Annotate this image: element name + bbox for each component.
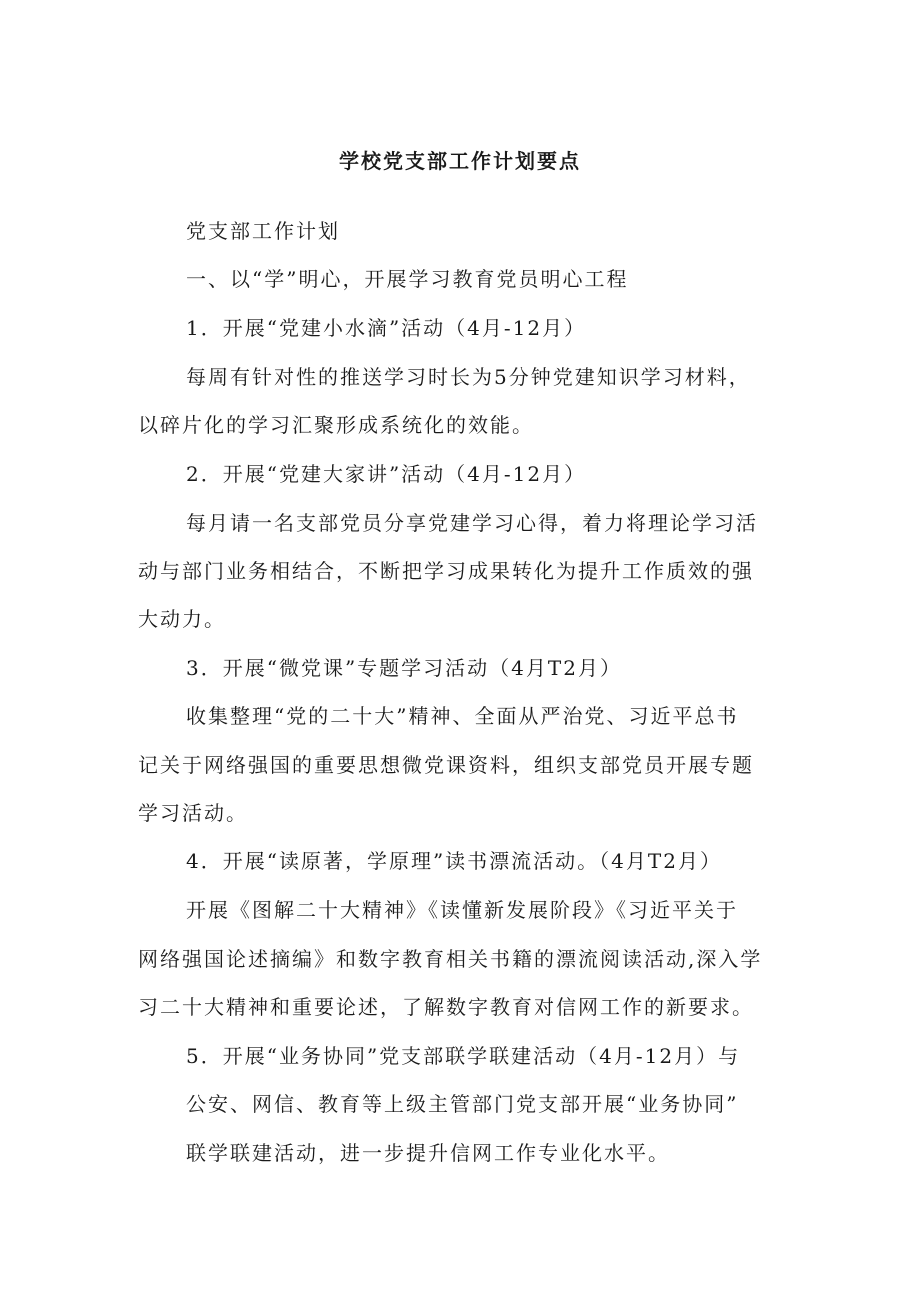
- item-3-body-line: 收集整理“党的二十大”精神、全面从严治党、习近平总书: [186, 704, 739, 728]
- item-2-heading: 2．开展“党建大家讲”活动（4月-12月）: [186, 462, 587, 486]
- item-2-body-line: 大动力。: [138, 607, 226, 631]
- item-5-body-line: 公安、网信、教育等上级主管部门党支部开展“业务协同”: [186, 1092, 739, 1116]
- item-2-body-line: 动与部门业务相结合，不断把学习成果转化为提升工作质效的强: [138, 559, 754, 583]
- item-1-body-line: 以碎片化的学习汇聚形成系统化的效能。: [138, 413, 534, 437]
- section-heading-1: 一、以“学”明心，开展学习教育党员明心工程: [186, 267, 629, 291]
- item-4-heading: 4．开展“读原著，学原理”读书漂流活动。（4月T2月）: [186, 849, 722, 873]
- item-1-heading: 1．开展“党建小水滴”活动（4月-12月）: [186, 316, 587, 340]
- item-4-body-line: 习二十大精神和重要论述，了解数字教育对信网工作的新要求。: [138, 995, 754, 1019]
- item-5-body-line: 联学联建活动，进一步提升信网工作专业化水平。: [186, 1141, 670, 1165]
- item-4-body-line: 开展《图解二十大精神》《读懂新发展阶段》《习近平关于: [186, 898, 738, 922]
- item-3-body-line: 记关于网络强国的重要思想微党课资料，组织支部党员开展专题: [138, 753, 754, 777]
- item-3-heading: 3．开展“微党课”专题学习活动（4月T2月）: [186, 656, 622, 680]
- item-5-heading: 5．开展“业务协同”党支部联学联建活动（4月-12月）与: [186, 1044, 741, 1068]
- document-title: 学校党支部工作计划要点: [339, 149, 581, 173]
- item-3-body-line: 学习活动。: [138, 801, 248, 825]
- item-2-body-line: 每月请一名支部党员分享党建学习心得，着力将理论学习活: [186, 511, 758, 535]
- item-4-body-line: 网络强国论述摘编》和数字教育相关书籍的漂流阅读活动,深入学: [138, 947, 763, 971]
- item-1-body-line: 每周有针对性的推送学习时长为5分钟党建知识学习材料，: [186, 365, 751, 389]
- section-heading: 党支部工作计划: [186, 219, 340, 243]
